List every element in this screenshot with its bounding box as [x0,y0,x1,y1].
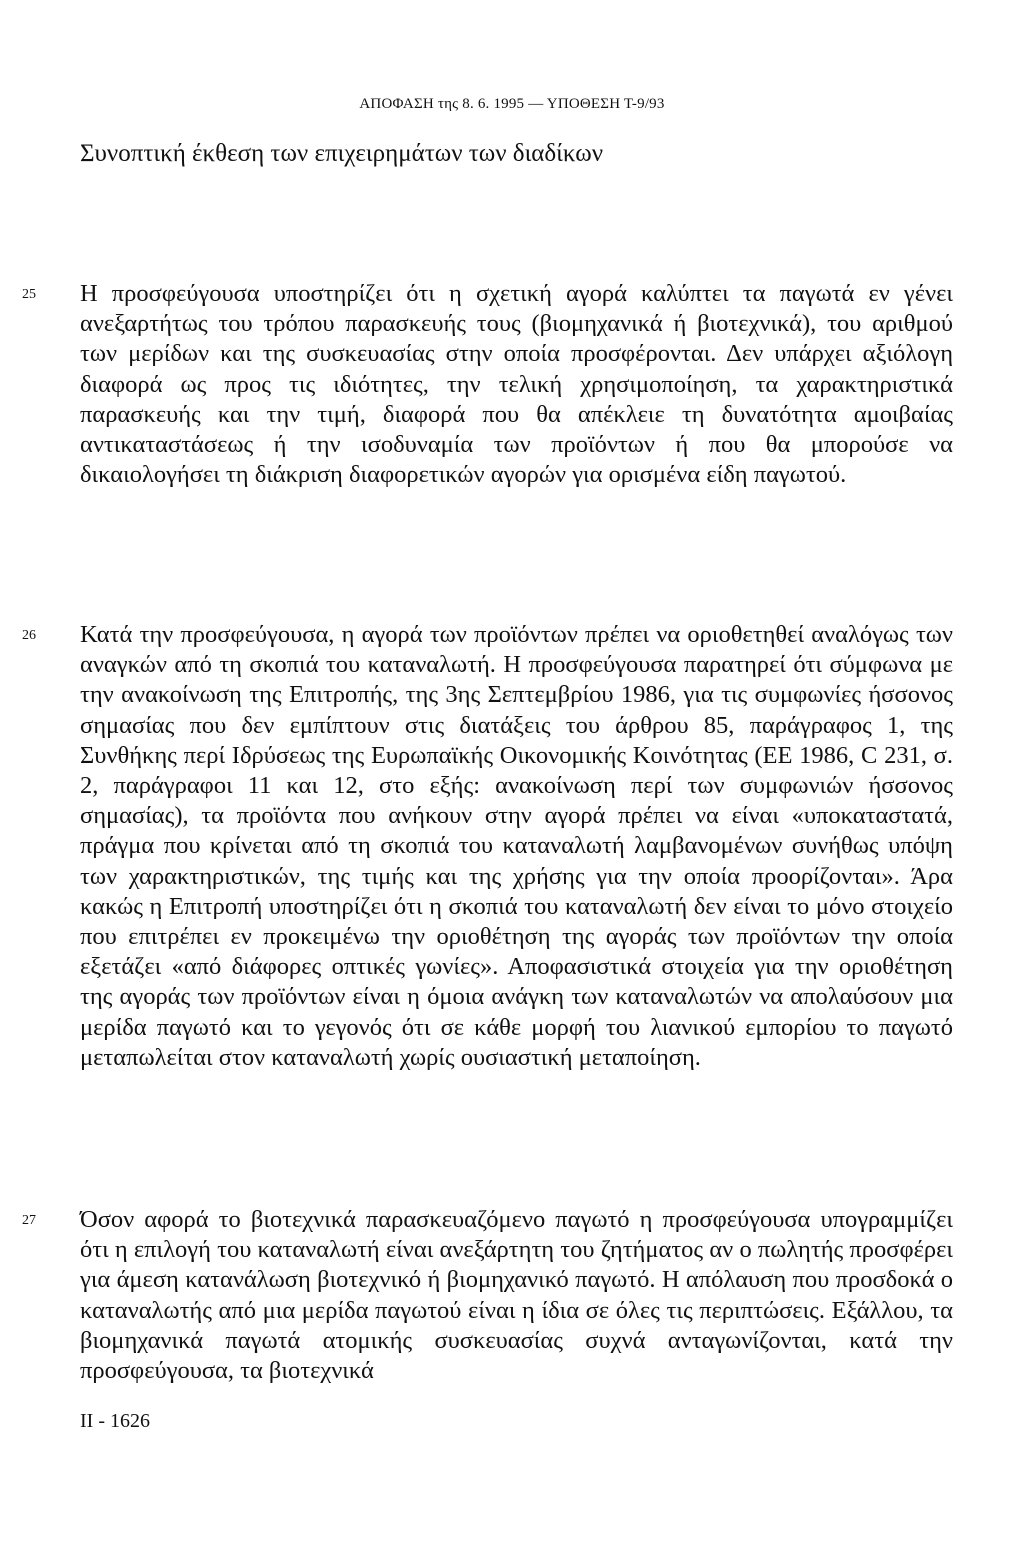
paragraph-number: 25 [22,287,36,302]
paragraph-27 [22,1205,953,1386]
paragraph-text: Κατά την προσφεύγουσα, η αγορά των προϊόντων πρέπει να οριοθετηθεί αναλόγως των αναγκών από τη σκοπιά του καταναλωτή. Η προσφεύγουσα παρατηρεί ότι σύμφωνα με την ανακοίνωση της Επιτροπής, της 3ης Σεπτεμβρίου 1986, για τις συμφωνίες ήσσονος σημασίας που δεν εμπίπτουν στις διατάξεις του άρθρου 85, παράγραφος 1, της Συνθήκης περί Ιδρύσεως της Ευρωπαϊκής Οικονομικής Κοινότητας (ΕΕ 1986, C 231, σ. 2, παράγραφοι 11 και 12, στο εξής: ανακοίνωση περί των συμφωνιών ήσσονος σημασίας), τα προϊόντα που ανήκουν στην αγορά πρέπει να είναι «υποκαταστατά, πράγμα που κρίνεται από τη σκοπιά του καταναλωτή λαμβανομένων συνήθως υπόψη των χαρακτηριστικών, της τιμής και της χρήσης για την οποία προορίζονται». Άρα κακώς η Επιτροπή υποστηρίζει ότι η σκοπιά του καταναλωτή δεν είναι το μόνο στοιχείο που επιτρέπει εν προκειμένω την οριοθέτηση της αγοράς των προϊόντων την οποία εξετάζει «από διάφορες οπτικές γωνίες». Αποφασιστικά στοιχεία για την οριοθέτηση της αγοράς των προϊόντων είναι η όμοια ανάγκη των καταναλωτών να απολαύσουν μια μερίδα παγωτό και το γεγονός ότι σε κάθε μορφή του λιανικού εμπορίου το παγωτό μεταπωλείται στον καταναλωτή χωρίς ουσιαστική μεταποίηση. [80,621,953,1071]
paragraph-25 [22,279,953,490]
section-heading: Συνοπτική έκθεση των επιχειρημάτων των διαδίκων [80,140,604,167]
running-header: ΑΠΟΦΑΣΗ της 8. 6. 1995 — ΥΠΟΘΕΣΗ Τ-9/93 [359,96,665,112]
page-number: II - 1626 [80,1410,150,1432]
paragraph-26 [22,620,953,1073]
paragraph-text: Όσον αφορά το βιοτεχνικά παρασκευαζόμενο παγωτό η προσφεύγουσα υπογραμμίζει ότι η επιλογή του καταναλωτή είναι ανεξάρτητη του ζητήματος αν ο πωλητής προσφέρει για άμεση κατανάλωση βιοτεχνικό ή βιομηχανικό παγωτό. Η απόλαυση που προσδοκά ο καταναλωτής από μια μερίδα παγωτού είναι η ίδια σε όλες τις περιπτώσεις. Εξάλλου, τα βιομηχανικά παγωτά ατομικής συσκευασίας συχνά ανταγωνίζονται, κατά την προσφεύγουσα, τα βιοτεχνικά [80,1206,953,1385]
paragraph-number: 26 [22,628,36,643]
paragraph-number: 27 [22,1213,36,1228]
paragraph-text: Η προσφεύγουσα υποστηρίζει ότι η σχετική αγορά καλύπτει τα παγωτά εν γένει ανεξαρτήτως του τρόπου παρασκευής τους (βιομηχανικά ή βιοτεχνικά), του αριθμού των μερίδων και της συσκευασίας στην οποία προσφέρονται. Δεν υπάρχει αξιόλογη διαφορά ως προς τις ιδιότητες, την τελική χρησιμοποίηση, τα χαρακτηριστικά παρασκευής και την τιμή, διαφορά που θα απέκλειε τη δυνατότητα αμοιβαίας αντικαταστάσεως ή την ισοδυναμία των προϊόντων ή που θα μπορούσε να δικαιολογήσει τη διάκριση διαφορετικών αγορών για ορισμένα είδη παγωτού. [80,280,953,489]
